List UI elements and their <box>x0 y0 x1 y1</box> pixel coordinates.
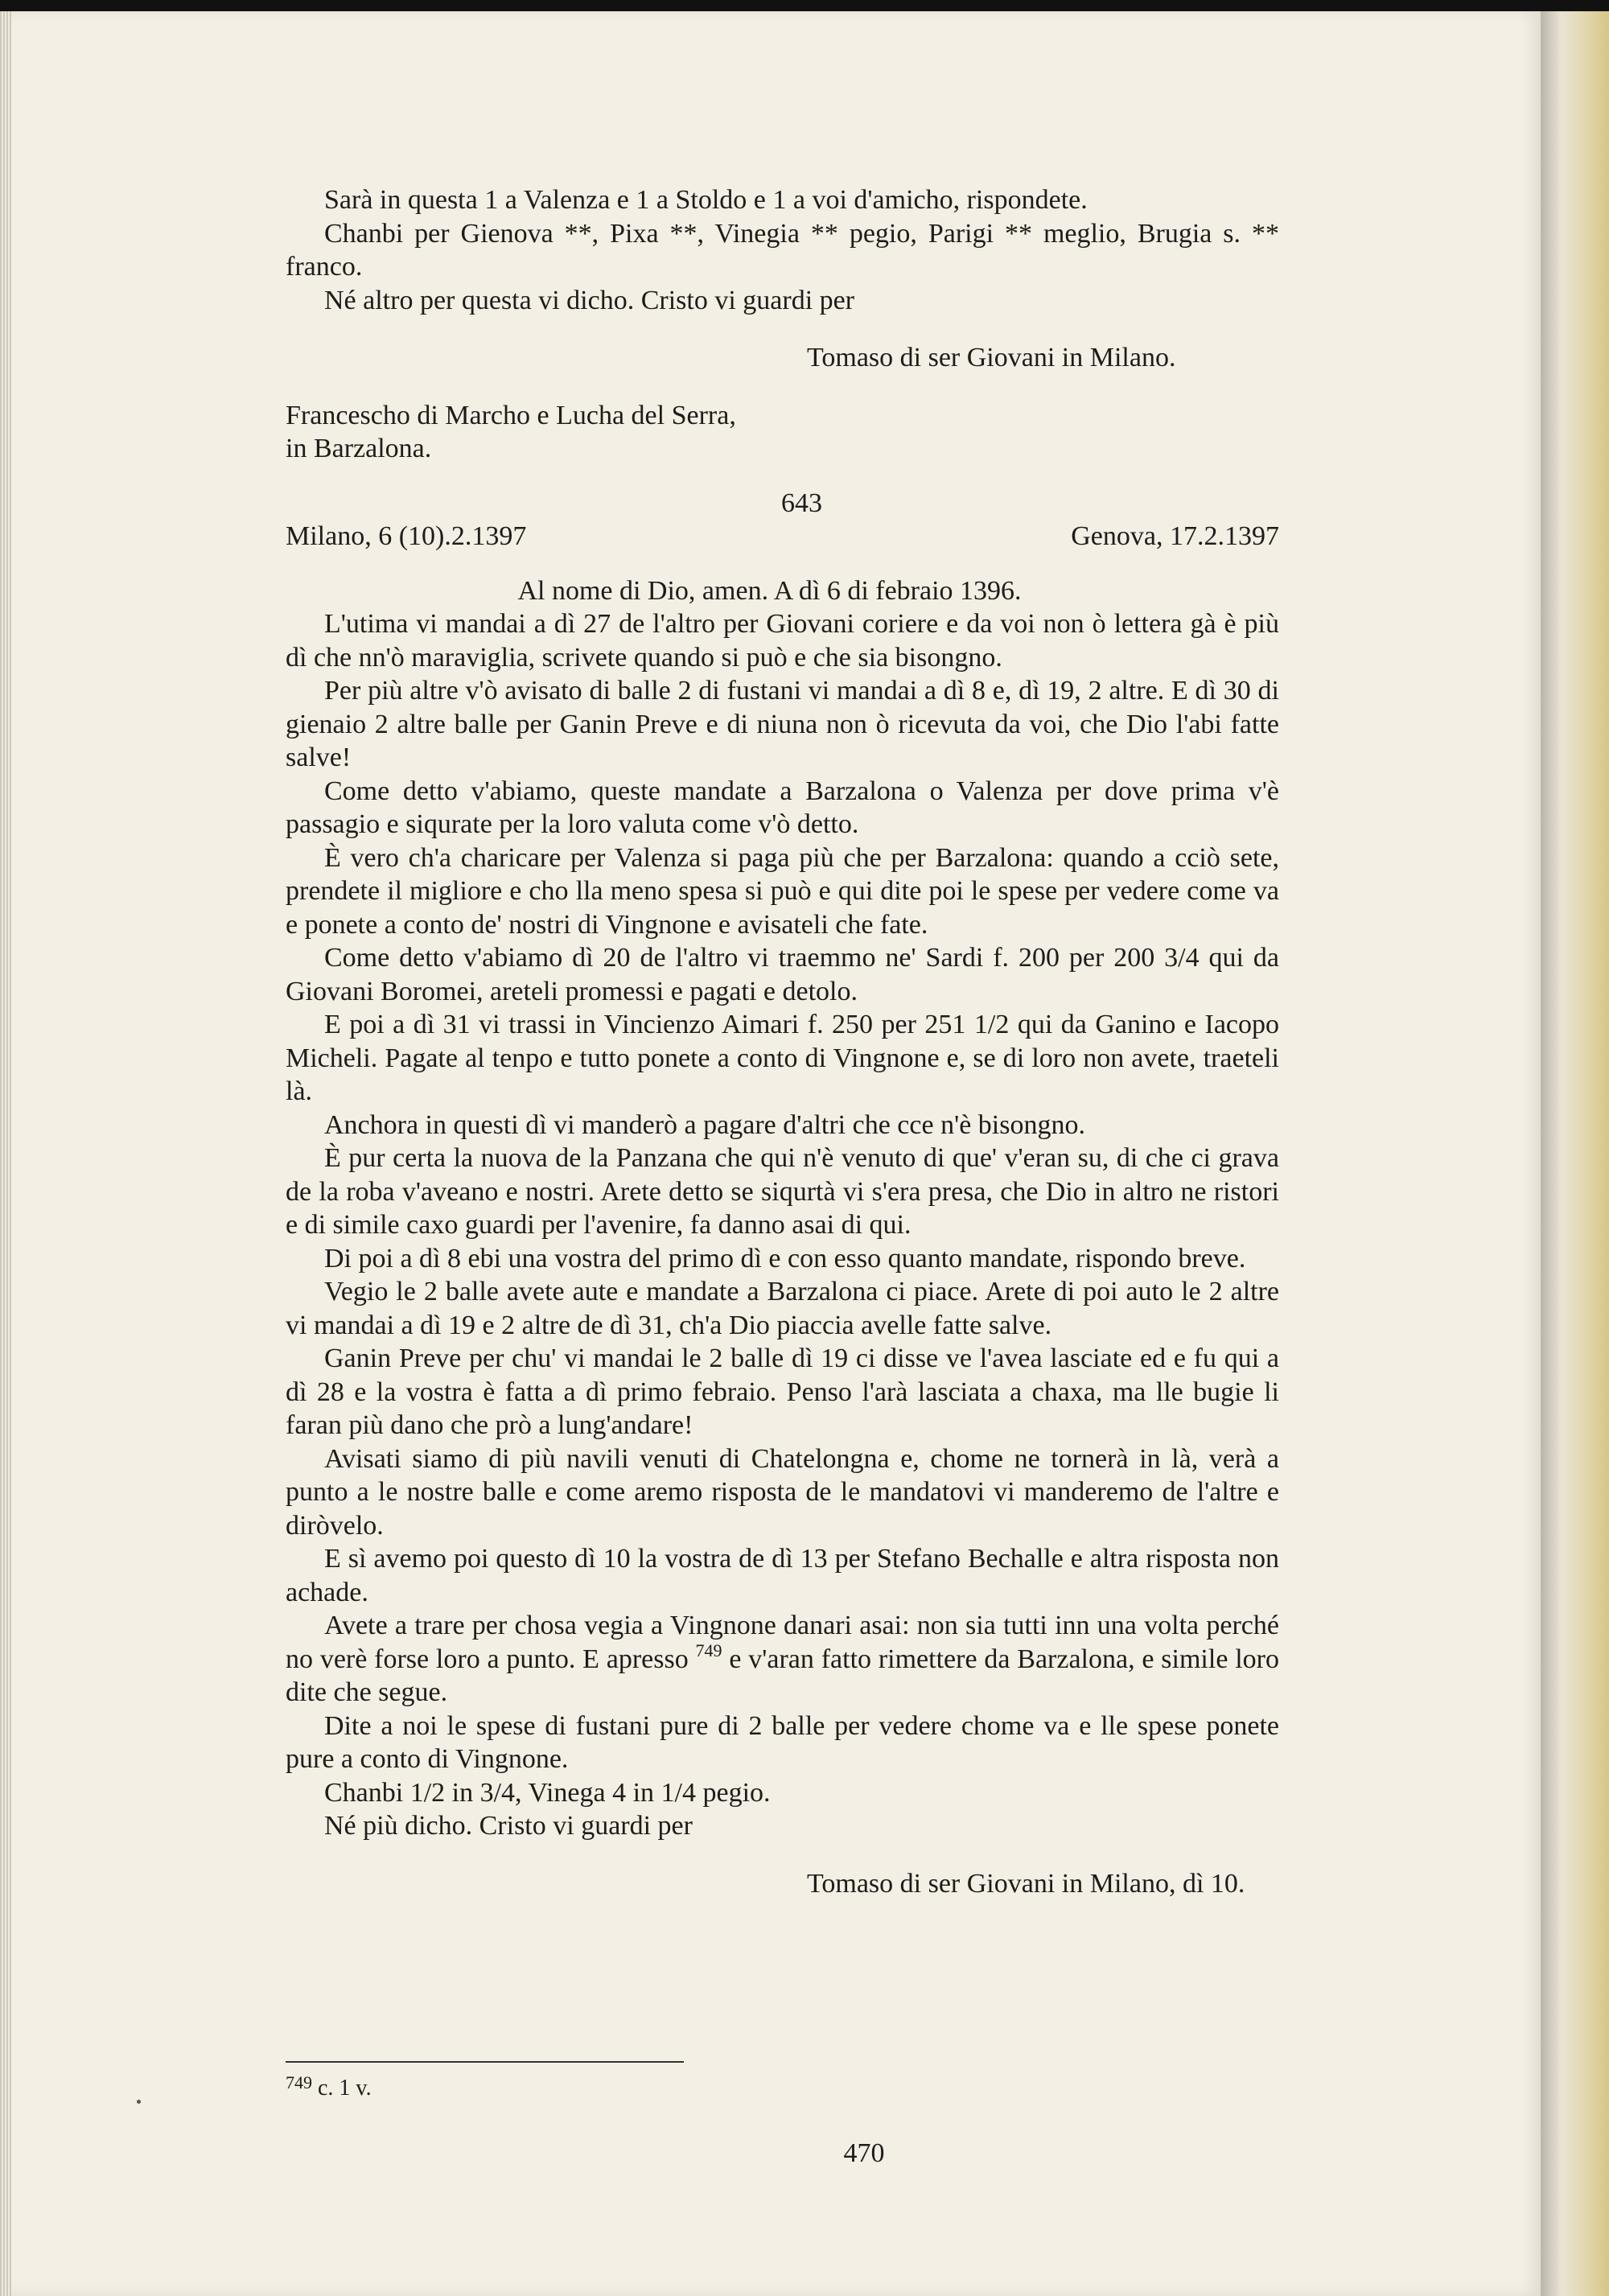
footnote-text: c. 1 v. <box>318 2076 372 2101</box>
closing-line: Sarà in questa 1 a Valenza e 1 a Stoldo e 1 a voi d'amicho, rispondete. <box>324 185 1088 215</box>
letter-destination: Genova, 17.2.1397 <box>1071 521 1279 551</box>
footnote-marker: 749 <box>286 2072 312 2092</box>
address-line: Francescho di Marcho e Lucha del Serra, <box>286 400 736 430</box>
signature: Tomaso di ser Giovani in Milano. <box>807 343 1176 372</box>
closing-line: Né altro per questa vi dicho. Cristo vi guardi per <box>324 285 855 315</box>
letter-origin: Milano, 6 (10).2.1397 <box>286 521 527 551</box>
footnote-reference: 749 <box>695 1640 722 1660</box>
paragraph: Per più altre v'ò avisato di balle 2 di fustani vi mandai a dì 8 e, dì 19, 2 altre. E dì 30 di gienaio 2 altre balle per Ganin Preve e di niuna non ò ricevuta da voi, che Dio l'abi fatte salve! <box>286 676 1279 772</box>
paragraph <box>286 1609 1279 1710</box>
letter-dateline <box>286 520 1279 553</box>
paragraph: Come detto v'abiamo, queste mandate a Barzalona o Valenza per dove prima v'è passagio e siqurate per la loro valuta come v'ò detto. <box>286 776 1279 839</box>
signature: Tomaso di ser Giovani in Milano, dì 10. <box>807 1868 1245 1899</box>
paragraph-text: e v'aran fatto rimettere da Barzalona, e simile loro dite che segue. <box>286 1644 1279 1707</box>
paragraph: Di poi a dì 8 ebi una vostra del primo dì e con esso quanto mandate, rispondo breve. <box>324 1243 1246 1273</box>
paragraph: Chanbi 1/2 in 3/4, Vinega 4 in 1/4 pegio. <box>324 1777 771 1808</box>
paragraph: Avisati siamo di più navili venuti di Chatelongna e, chome ne tornerà in là, verà a punto a le nostre balle e come aremo risposta de le mandatovi vi manderemo de l'altre e diròvelo. <box>286 1443 1279 1541</box>
paragraph: Dite a noi le spese di fustani pure di 2 balle per vedere chome va e lle spese ponete pure a conto di Vingnone. <box>286 1710 1279 1774</box>
closing-line: Chanbi per Gienova **, Pixa **, Vinegia ** pegio, Parigi ** meglio, Brugia s. ** franco. <box>286 218 1279 282</box>
paragraph: Come detto v'abiamo dì 20 de l'altro vi traemmo ne' Sardi f. 200 per 200 3/4 qui da Giovani Boromei, areteli promessi e pagati e detolo. <box>286 943 1279 1006</box>
paragraph: L'utima vi mandai a dì 27 de l'altro per Giovani coriere e da voi non ò lettera gà è più dì che nn'ò maraviglia, scrivete quando si può e che sia bisongno. <box>286 609 1279 673</box>
page-edge <box>1541 11 1609 2296</box>
page-number: 470 <box>843 2138 885 2168</box>
paragraph: Né più dicho. Cristo vi guardi per <box>324 1811 693 1841</box>
footnote <box>286 2072 372 2101</box>
footnote-rule <box>286 2061 684 2063</box>
letter-number: 643 <box>781 488 822 518</box>
scan-border-top <box>0 0 1609 11</box>
book-spine <box>0 11 11 2296</box>
paragraph: Anchora in questi dì vi manderò a pagare d'altri che cce n'è bisongno. <box>324 1109 1085 1140</box>
paragraph: E sì avemo poi questo dì 10 la vostra de dì 13 per Stefano Bechalle e altra risposta non achade. <box>286 1544 1279 1607</box>
paragraph: È vero ch'a charicare per Valenza si paga più che per Barzalona: quando a cciò sete, prendete il migliore e cho lla meno spesa si può e qui dite poi le spese per vedere come va e ponete a conto de' nostri di Vingnone e avisateli che fate. <box>286 842 1279 940</box>
paragraph-text: Avete a trare per chosa vegia a Vingnone danari asai: non sia tutti inn una volta perché no verè forse loro a punto. E apresso <box>286 1611 1279 1674</box>
paragraph: È pur certa la nuova de la Panzana che qui n'è venuto di que' v'eran su, di che ci grava de la roba v'aveano e nostri. Arete detto se siqurtà vi s'era presa, che Dio in altro ne ristori e di simile caxo guardi per l'avenire, fa danno asai di qui. <box>286 1143 1279 1240</box>
scan-speck <box>137 2100 141 2104</box>
invocation: Al nome di Dio, amen. A dì 6 di febraio 1396. <box>517 575 1022 606</box>
address-line: in Barzalona. <box>286 434 432 463</box>
paragraph: Ganin Preve per chu' vi mandai le 2 balle dì 19 ci disse ve l'avea lasciate ed e fu qui a dì 28 e la vostra è fatta a dì primo febraio. Penso l'arà lasciata a chaxa, ma lle bugie li faran più dano che prò a lung'andare! <box>286 1343 1279 1440</box>
paragraph: E poi a dì 31 vi trassi in Vincienzo Aimari f. 250 per 251 1/2 qui da Ganino e Iacopo Micheli. Pagate al tenpo e tutto ponete a conto di Vingnone e, se di loro non avete, traeteli là. <box>286 1010 1279 1106</box>
paragraph: Vegio le 2 balle avete aute e mandate a Barzalona ci piace. Arete di poi auto le 2 altre vi mandai a dì 19 e 2 altre de dì 31, ch'a Dio piaccia avelle fatte salve. <box>286 1277 1279 1340</box>
page-body <box>286 183 1279 1900</box>
